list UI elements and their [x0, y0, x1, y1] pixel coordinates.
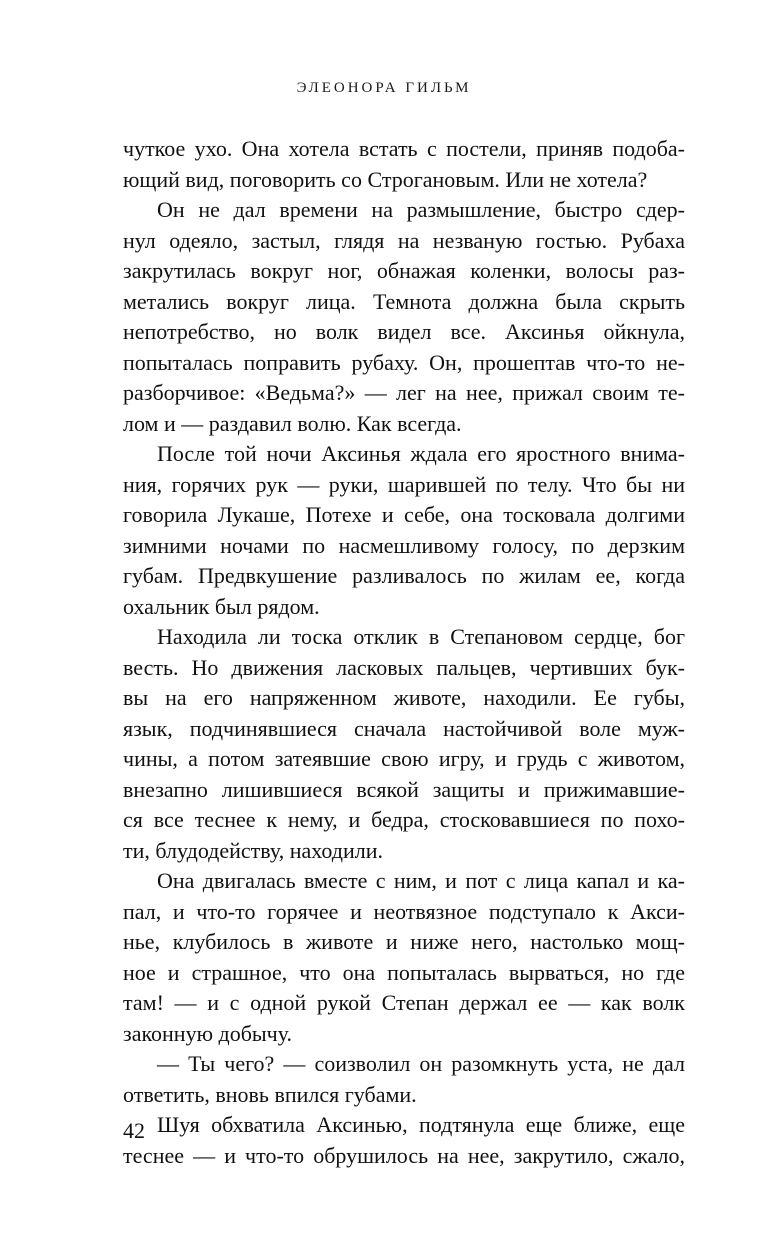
text-line: ния, горячих рук — руки, шарившей по телу. Что бы ни	[123, 471, 685, 497]
text-line: разборчивое: «Ведьма?» — лег на нее, прижал своим те-	[123, 380, 685, 405]
running-header: ЭЛЕОНОРА ГИЛЬМ	[296, 80, 472, 96]
text-line: внезапно лишившиеся всякой защиты и прижимавшие-	[123, 776, 685, 802]
text-line: метались вокруг лица. Темнота должна была скрыть	[123, 288, 685, 314]
text-line: охальник был рядом.	[123, 593, 320, 619]
text-line: Он не дал времени на размышление, быстро сдер-	[157, 197, 685, 222]
text-line: попыталась поправить рубаху. Он, прошептав что-то не-	[123, 349, 685, 375]
paragraph	[123, 622, 685, 866]
text-line: зимними ночами по насмешливому голосу, по дерзким	[123, 532, 685, 558]
text-line: ное и страшное, что она попыталась вырваться, но где	[123, 959, 685, 985]
paragraph	[123, 439, 685, 622]
text-line: ти, блудодейству, находили.	[123, 837, 384, 863]
paragraph	[123, 1110, 685, 1171]
text-line: лом и — раздавил волю. Как всегда.	[123, 410, 462, 436]
text-line: пал, и что-то горячее и неотвязное подступало к Акси-	[123, 898, 685, 924]
text-line: говорила Лукаше, Потехе и себе, она тосковала долгими	[123, 502, 685, 527]
text-line: чины, а потом затеявшие свою игру, и грудь с животом,	[123, 746, 685, 771]
text-line: Она двигалась вместе с ним, и пот с лица капал и ка-	[157, 868, 685, 893]
text-line: Находила ли тоска отклик в Степановом сердце, бог	[157, 624, 685, 649]
text-line: нул одеяло, застыл, глядя на незваную гостью. Рубаха	[123, 227, 685, 253]
text-line: нье, клубилось в животе и ниже него, настолько мощ-	[123, 929, 685, 954]
paragraph	[123, 866, 685, 1049]
paragraph	[123, 195, 685, 439]
text-line: ответить, вновь впился губами.	[123, 1081, 417, 1107]
text-line: — Ты чего? — соизволил он разомкнуть уста, не дал	[157, 1051, 685, 1076]
paragraph	[123, 1049, 685, 1110]
text-line: После той ночи Аксинья ждала его яростного внима-	[157, 441, 685, 466]
text-line: Шуя обхватила Аксинью, подтянула еще ближе, еще	[157, 1112, 685, 1137]
paragraph	[123, 134, 685, 195]
text-line: ся все теснее к нему, и бедра, стосковавшиеся по похо-	[123, 807, 685, 832]
text-line: непотребство, но волк видел все. Аксинья ойкнула,	[123, 319, 685, 344]
text-line: губам. Предвкушение разливалось по жилам ее, когда	[123, 563, 685, 588]
text-line: закрутилась вокруг ног, обнажая коленки, волосы раз-	[123, 258, 685, 283]
text-line: вы на его напряженном животе, находили. Ее губы,	[123, 685, 685, 710]
text-line: язык, подчинявшиеся сначала настойчивой воле муж-	[123, 715, 685, 741]
text-line: законную добычу.	[123, 1020, 293, 1046]
text-line: ющий вид, поговорить со Строгановым. Или не хотела?	[123, 166, 648, 192]
body-text	[123, 134, 685, 1171]
text-line: чуткое ухо. Она хотела встать с постели, приняв подоба-	[123, 136, 685, 161]
text-line: теснее — и что-то обрушилось на нее, закрутило, сжало,	[123, 1142, 685, 1168]
page-number: 42	[123, 1118, 145, 1143]
text-line: там! — и с одной рукой Степан держал ее — как волк	[123, 990, 685, 1015]
text-line: весть. Но движения ласковых пальцев, чертивших бук-	[123, 654, 685, 680]
